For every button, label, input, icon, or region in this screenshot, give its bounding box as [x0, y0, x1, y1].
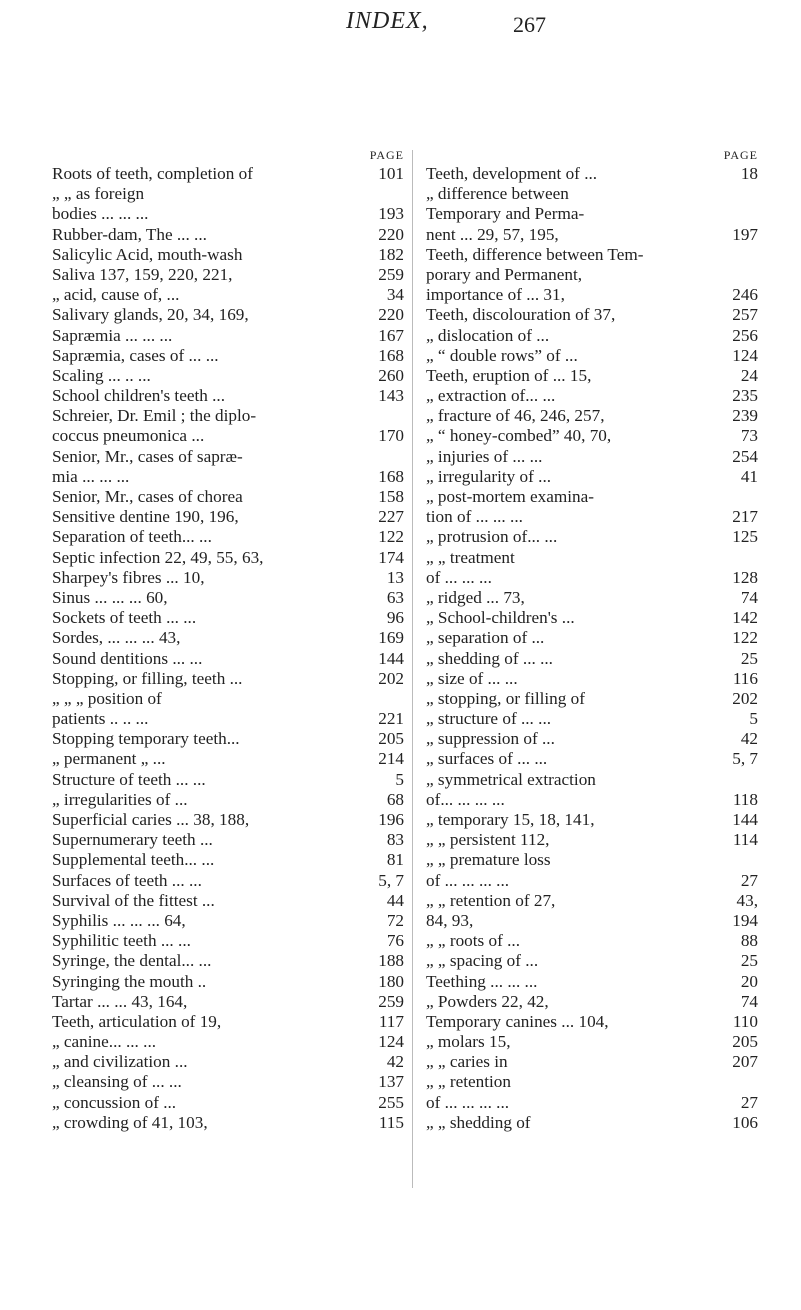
- index-entry: [426, 850, 758, 870]
- index-entry-text: Syphilitic teeth ... ...: [52, 931, 191, 951]
- index-entry-text: mia ... ... ...: [52, 466, 130, 486]
- index-column-right: [426, 144, 758, 1133]
- index-entry-pages: 25: [740, 951, 758, 971]
- index-entry-text: „ dislocation of ...: [426, 325, 550, 345]
- index-entry: [52, 1012, 404, 1032]
- index-entry: [52, 972, 404, 992]
- index-entry-text: „ „ retention: [426, 1072, 511, 1092]
- index-entry-pages: 202: [378, 668, 404, 688]
- index-entry-text: Sockets of teeth ... ...: [52, 608, 197, 628]
- index-entry: [426, 426, 758, 446]
- index-entry-pages: 142: [732, 608, 758, 628]
- index-entry-pages: 128: [732, 567, 758, 587]
- index-entry: [52, 184, 404, 204]
- index-entry-text: „ protrusion of... ...: [426, 527, 558, 547]
- index-entry-pages: 197: [732, 224, 758, 244]
- index-entry-pages: 5, 7: [732, 749, 758, 769]
- index-entry: [426, 305, 758, 325]
- index-entry-pages: 188: [378, 951, 404, 971]
- index-entry: [426, 184, 758, 204]
- index-entry-pages: 205: [378, 729, 404, 749]
- index-entry-pages: 193: [378, 204, 404, 224]
- index-entry-text: 84, 93,: [426, 910, 474, 930]
- index-entry-pages: 168: [378, 466, 404, 486]
- index-entry-text: „ permanent „ ...: [52, 749, 166, 769]
- index-entry-pages: 110: [732, 1011, 758, 1031]
- index-entry-text: „ „ spacing of ...: [426, 951, 539, 971]
- index-entry-text: of ... ... ... ...: [426, 870, 510, 890]
- index-entry-text: Structure of teeth ... ...: [52, 769, 206, 789]
- index-entry-text: Rubber-dam, The ... ...: [52, 224, 207, 244]
- index-entry-pages: 144: [378, 648, 404, 668]
- index-entry-text: Survival of the fittest ...: [52, 890, 215, 910]
- index-entry-text: „ irregularity of ...: [426, 466, 552, 486]
- index-entry: [52, 245, 404, 265]
- index-entry: [52, 891, 404, 911]
- index-entry-pages: 5: [395, 769, 404, 789]
- index-entry-pages: 235: [732, 386, 758, 406]
- index-entry-pages: 220: [378, 224, 404, 244]
- index-entry-pages: 5: [749, 709, 758, 729]
- index-entry-text: Teeth, articulation of 19,: [52, 1011, 222, 1031]
- index-entry-pages: 260: [378, 365, 404, 385]
- index-entry: [52, 911, 404, 931]
- index-entry-pages: 220: [378, 305, 404, 325]
- index-entry-text: „ acid, cause of, ...: [52, 285, 180, 305]
- index-entry-text: „ canine... ... ...: [52, 1032, 157, 1052]
- index-entry-text: „ symmetrical extraction: [426, 769, 596, 789]
- index-entry: [52, 305, 404, 325]
- index-entry: [426, 507, 758, 527]
- index-entry: [426, 729, 758, 749]
- index-entry: [52, 588, 404, 608]
- index-entry: [426, 749, 758, 769]
- index-entry: [426, 790, 758, 810]
- index-entry-pages: 257: [732, 305, 758, 325]
- index-entry: [52, 1113, 404, 1133]
- index-entry-pages: 118: [732, 789, 758, 809]
- index-entry-pages: 72: [386, 910, 404, 930]
- index-entry: [52, 850, 404, 870]
- index-entry-text: „ „ roots of ...: [426, 931, 521, 951]
- index-entry-pages: 170: [378, 426, 404, 446]
- index-entry-pages: 42: [740, 729, 758, 749]
- index-entry: [426, 1032, 758, 1052]
- index-entry-text: Senior, Mr., cases of sapræ-: [52, 446, 243, 466]
- index-entry-pages: 115: [378, 1112, 404, 1132]
- index-entry: [426, 608, 758, 628]
- index-entry: [52, 406, 404, 426]
- index-entry-text: Septic infection 22, 49, 55, 63,: [52, 547, 264, 567]
- index-entry-text: Surfaces of teeth ... ...: [52, 870, 202, 890]
- index-entry: [52, 992, 404, 1012]
- index-entry-pages: 143: [378, 386, 404, 406]
- index-entry: [426, 1012, 758, 1032]
- index-entry-text: Teeth, discolouration of 37,: [426, 305, 616, 325]
- index-entry-text: „ concussion of ...: [52, 1092, 177, 1112]
- index-entry-pages: 43,: [736, 890, 758, 910]
- index-entry-text: „ extraction of... ...: [426, 386, 556, 406]
- index-entry-text: Supplemental teeth... ...: [52, 850, 215, 870]
- index-entry: [426, 628, 758, 648]
- index-entry-text: Salivary glands, 20, 34, 169,: [52, 305, 249, 325]
- index-entry-text: Saliva 137, 159, 220, 221,: [52, 264, 233, 284]
- page-number: 267: [513, 12, 546, 37]
- index-entry: [426, 406, 758, 426]
- index-entry: [52, 1093, 404, 1113]
- index-entry: [426, 225, 758, 245]
- index-entry: [426, 548, 758, 568]
- index-entry: [52, 709, 404, 729]
- index-entry: [52, 548, 404, 568]
- index-entry: [52, 487, 404, 507]
- index-entry-text: „ structure of ... ...: [426, 709, 552, 729]
- index-entry-pages: 207: [732, 1052, 758, 1072]
- index-entry-text: „ temporary 15, 18, 141,: [426, 810, 595, 829]
- column-divider: [412, 150, 413, 1188]
- index-entry-pages: 137: [378, 1072, 404, 1092]
- index-entry: [52, 729, 404, 749]
- index-entry-text: Sapræmia, cases of ... ...: [52, 345, 219, 365]
- index-entry-pages: 114: [732, 830, 758, 850]
- index-entry: [52, 689, 404, 709]
- index-entry-text: „ “ honey-combed” 40, 70,: [426, 426, 612, 446]
- index-entry-pages: 196: [378, 810, 404, 829]
- index-entry: [426, 972, 758, 992]
- index-entry-pages: 256: [732, 325, 758, 345]
- index-entry-pages: 239: [732, 406, 758, 426]
- index-entry-pages: 74: [740, 587, 758, 607]
- index-entry: [426, 891, 758, 911]
- index-entry-pages: 44: [386, 890, 404, 910]
- index-entry-text: of ... ... ... ...: [426, 1092, 510, 1112]
- index-entry-text: „ separation of ...: [426, 628, 545, 648]
- index-entry-pages: 255: [378, 1092, 404, 1112]
- index-entry-pages: 202: [732, 688, 758, 708]
- index-entry-text: „ „ treatment: [426, 547, 515, 567]
- index-entry-pages: 27: [740, 870, 758, 890]
- index-entry-text: Sinus ... ... ... 60,: [52, 587, 168, 607]
- index-entry-pages: 194: [732, 910, 758, 930]
- index-entry-text: „ surfaces of ... ...: [426, 749, 548, 769]
- index-entry-pages: 169: [378, 628, 404, 648]
- index-entry: [426, 649, 758, 669]
- index-entry: [426, 669, 758, 689]
- index-entry: [426, 326, 758, 346]
- index-entry-text: „ and civilization ...: [52, 1052, 188, 1072]
- index-entry: [426, 689, 758, 709]
- index-entry: [426, 386, 758, 406]
- index-entry: [426, 1072, 758, 1092]
- index-entry-text: importance of ... 31,: [426, 285, 565, 305]
- index-entry: [52, 649, 404, 669]
- index-entry-text: „ ridged ... 73,: [426, 587, 525, 607]
- index-entry-text: Syringing the mouth ..: [52, 971, 207, 991]
- index-entry: [52, 790, 404, 810]
- page-column-label: PAGE: [369, 148, 404, 162]
- index-entry-text: of... ... ... ...: [426, 789, 505, 809]
- index-entry-pages: 116: [732, 668, 758, 688]
- index-entry-text: „ crowding of 41, 103,: [52, 1112, 208, 1132]
- index-entry: [426, 770, 758, 790]
- index-entry: [52, 386, 404, 406]
- index-entry-text: „ shedding of ... ...: [426, 648, 553, 668]
- index-entry-pages: 13: [386, 567, 404, 587]
- index-entry: [52, 628, 404, 648]
- index-entry-pages: 63: [386, 587, 404, 607]
- index-entry-pages: 76: [386, 931, 404, 951]
- index-entry-pages: 124: [378, 1032, 404, 1052]
- index-entry-pages: 158: [378, 487, 404, 506]
- index-entry: [426, 911, 758, 931]
- index-entry: [426, 931, 758, 951]
- index-entry-text: Teeth, eruption of ... 15,: [426, 365, 592, 385]
- index-entry-pages: 73: [740, 426, 758, 446]
- index-entry-pages: 106: [732, 1112, 758, 1132]
- index-entries-right: [426, 164, 758, 1133]
- index-entry-text: Temporary and Perma-: [426, 204, 585, 224]
- index-entry: [426, 992, 758, 1012]
- index-entry-text: „ School-children's ...: [426, 608, 575, 628]
- index-entry: [426, 709, 758, 729]
- index-entry: [52, 164, 404, 184]
- index-entry-pages: 68: [386, 789, 404, 809]
- index-entry-text: „ „ shedding of: [426, 1112, 531, 1132]
- index-entry-text: Separation of teeth... ...: [52, 527, 212, 547]
- index-entry: [52, 951, 404, 971]
- index-entry: [426, 164, 758, 184]
- index-entry: [426, 588, 758, 608]
- index-entry: [426, 285, 758, 305]
- index-entry-text: Sensitive dentine 190, 196,: [52, 507, 239, 527]
- index-entry-pages: 41: [740, 466, 758, 486]
- index-entry-pages: 122: [378, 527, 404, 547]
- index-entry: [52, 608, 404, 628]
- index-entry-text: tion of ... ... ...: [426, 507, 523, 527]
- index-entry-pages: 18: [740, 164, 758, 183]
- index-entry-text: „ post-mortem examina-: [426, 487, 594, 506]
- index-entry-text: patients .. .. ...: [52, 709, 149, 729]
- index-entry: [52, 447, 404, 467]
- index-entry-pages: 81: [386, 850, 404, 870]
- index-entry-text: Sharpey's fibres ... 10,: [52, 567, 205, 587]
- index-entry-text: „ fracture of 46, 246, 257,: [426, 406, 605, 426]
- index-entry-text: „ „ retention of 27,: [426, 890, 556, 910]
- index-entry-text: Syphilis ... ... ... 64,: [52, 910, 186, 930]
- index-entry: [52, 507, 404, 527]
- index-entry: [52, 568, 404, 588]
- index-entry-text: Superficial caries ... 38, 188,: [52, 810, 250, 829]
- index-entry-text: Sordes, ... ... ... 43,: [52, 628, 181, 648]
- index-entry-text: nent ... 29, 57, 195,: [426, 224, 559, 244]
- index-entry: [426, 447, 758, 467]
- index-entry-text: „ injuries of ... ...: [426, 446, 543, 466]
- index-entries-left: [52, 164, 404, 1133]
- index-entry: [52, 810, 404, 830]
- index-entry-text: Sapræmia ... ... ...: [52, 325, 173, 345]
- index-entry: [426, 1113, 758, 1133]
- index-entry-text: „ „ as foreign: [52, 184, 145, 204]
- index-entry: [426, 830, 758, 850]
- index-entry: [52, 225, 404, 245]
- index-entry-pages: 227: [378, 507, 404, 527]
- index-entry-text: Roots of teeth, completion of: [52, 164, 253, 183]
- index-entry-pages: 124: [732, 345, 758, 365]
- index-entry: [426, 265, 758, 285]
- index-entry-text: Salicylic Acid, mouth-wash: [52, 244, 243, 264]
- index-entry-text: Senior, Mr., cases of chorea: [52, 487, 243, 506]
- index-entry-text: Teething ... ... ...: [426, 971, 538, 991]
- index-entry-pages: 174: [378, 547, 404, 567]
- index-entry-text: Teeth, development of ...: [426, 164, 598, 183]
- index-entry-text: „ „ premature loss: [426, 850, 551, 870]
- index-entry-pages: 205: [732, 1032, 758, 1052]
- index-entry-text: „ stopping, or filling of: [426, 688, 585, 708]
- index-entry-pages: 24: [740, 365, 758, 385]
- index-entry-pages: 144: [732, 810, 758, 829]
- index-entry: [426, 467, 758, 487]
- index-entry: [52, 931, 404, 951]
- index-entry: [52, 285, 404, 305]
- index-entry-text: Stopping, or filling, teeth ...: [52, 668, 243, 688]
- index-entry-text: Supernumerary teeth ...: [52, 830, 213, 850]
- index-entry-text: „ suppression of ...: [426, 729, 555, 749]
- index-entry: [52, 669, 404, 689]
- index-entry: [426, 871, 758, 891]
- index-entry: [426, 1052, 758, 1072]
- index-entry: [52, 326, 404, 346]
- index-entry-text: „ Powders 22, 42,: [426, 991, 549, 1011]
- index-entry-pages: 101: [378, 164, 404, 183]
- index-entry-pages: 74: [740, 991, 758, 1011]
- index-entry-pages: 168: [378, 345, 404, 365]
- index-entry-text: School children's teeth ...: [52, 386, 226, 406]
- index-entry-pages: 259: [378, 991, 404, 1011]
- page-column-label: PAGE: [723, 148, 758, 162]
- index-entry-text: „ difference between: [426, 184, 569, 204]
- index-entry: [426, 245, 758, 265]
- index-entry-text: porary and Permanent,: [426, 264, 583, 284]
- index-entry: [52, 871, 404, 891]
- index-entry-text: „ cleansing of ... ...: [52, 1072, 182, 1092]
- index-entry: [52, 770, 404, 790]
- index-entry-pages: 221: [378, 709, 404, 729]
- index-entry: [426, 366, 758, 386]
- index-entry: [426, 810, 758, 830]
- index-entry-text: „ size of ... ...: [426, 668, 518, 688]
- index-entry-pages: 25: [740, 648, 758, 668]
- index-entry: [52, 265, 404, 285]
- index-entry-pages: 167: [378, 325, 404, 345]
- index-entry-pages: 125: [732, 527, 758, 547]
- index-entry-pages: 122: [732, 628, 758, 648]
- index-entry-pages: 117: [378, 1011, 404, 1031]
- index-entry-text: „ „ „ position of: [52, 688, 162, 708]
- index-entry: [52, 1072, 404, 1092]
- index-entry: [52, 749, 404, 769]
- index-entry-text: Tartar ... ... 43, 164,: [52, 991, 188, 1011]
- index-entry-pages: 254: [732, 446, 758, 466]
- index-entry-pages: 83: [386, 830, 404, 850]
- index-entry-text: „ “ double rows” of ...: [426, 345, 578, 365]
- index-entry-text: Stopping temporary teeth...: [52, 729, 240, 749]
- index-entry-pages: 88: [740, 931, 758, 951]
- index-entry-text: Sound dentitions ... ...: [52, 648, 203, 668]
- index-entry-text: „ „ persistent 112,: [426, 830, 550, 850]
- index-entry-pages: 180: [378, 971, 404, 991]
- index-column-left: [52, 144, 404, 1133]
- index-entry-text: „ molars 15,: [426, 1032, 511, 1052]
- index-entry: [52, 1052, 404, 1072]
- index-entry-pages: 34: [386, 285, 404, 305]
- index-entry: [426, 487, 758, 507]
- index-entry: [426, 1093, 758, 1113]
- index-entry: [426, 568, 758, 588]
- index-entry-text: Schreier, Dr. Emil ; the diplo-: [52, 406, 257, 426]
- index-entry-pages: 20: [740, 971, 758, 991]
- index-entry-pages: 42: [386, 1052, 404, 1072]
- index-entry: [52, 204, 404, 224]
- index-entry-pages: 27: [740, 1092, 758, 1112]
- index-entry-text: coccus pneumonica ...: [52, 426, 205, 446]
- index-entry: [52, 366, 404, 386]
- index-entry: [52, 346, 404, 366]
- index-entry: [52, 527, 404, 547]
- index-entry: [52, 426, 404, 446]
- index-entry: [52, 467, 404, 487]
- index-entry-text: Scaling ... .. ...: [52, 365, 151, 385]
- index-entry-pages: 217: [732, 507, 758, 527]
- page-title: INDEX,: [346, 8, 429, 34]
- index-entry-pages: 246: [732, 285, 758, 305]
- index-entry-pages: 96: [386, 608, 404, 628]
- index-entry-text: Temporary canines ... 104,: [426, 1011, 609, 1031]
- running-head: [0, 4, 801, 44]
- index-entry: [426, 204, 758, 224]
- index-entry-pages: 259: [378, 264, 404, 284]
- index-entry: [426, 951, 758, 971]
- index-entry-text: „ irregularities of ...: [52, 789, 188, 809]
- index-entry: [52, 830, 404, 850]
- index-entry-pages: 182: [378, 244, 404, 264]
- index-entry-text: of ... ... ...: [426, 567, 492, 587]
- index-entry-pages: 5, 7: [378, 870, 404, 890]
- index-entry-text: bodies ... ... ...: [52, 204, 149, 224]
- index-entry-text: Teeth, difference between Tem-: [426, 244, 644, 264]
- index-entry-pages: 214: [378, 749, 404, 769]
- index-entry: [52, 1032, 404, 1052]
- index-entry-text: Syringe, the dental... ...: [52, 951, 212, 971]
- index-entry: [426, 346, 758, 366]
- index-entry-text: „ „ caries in: [426, 1052, 508, 1072]
- index-entry: [426, 527, 758, 547]
